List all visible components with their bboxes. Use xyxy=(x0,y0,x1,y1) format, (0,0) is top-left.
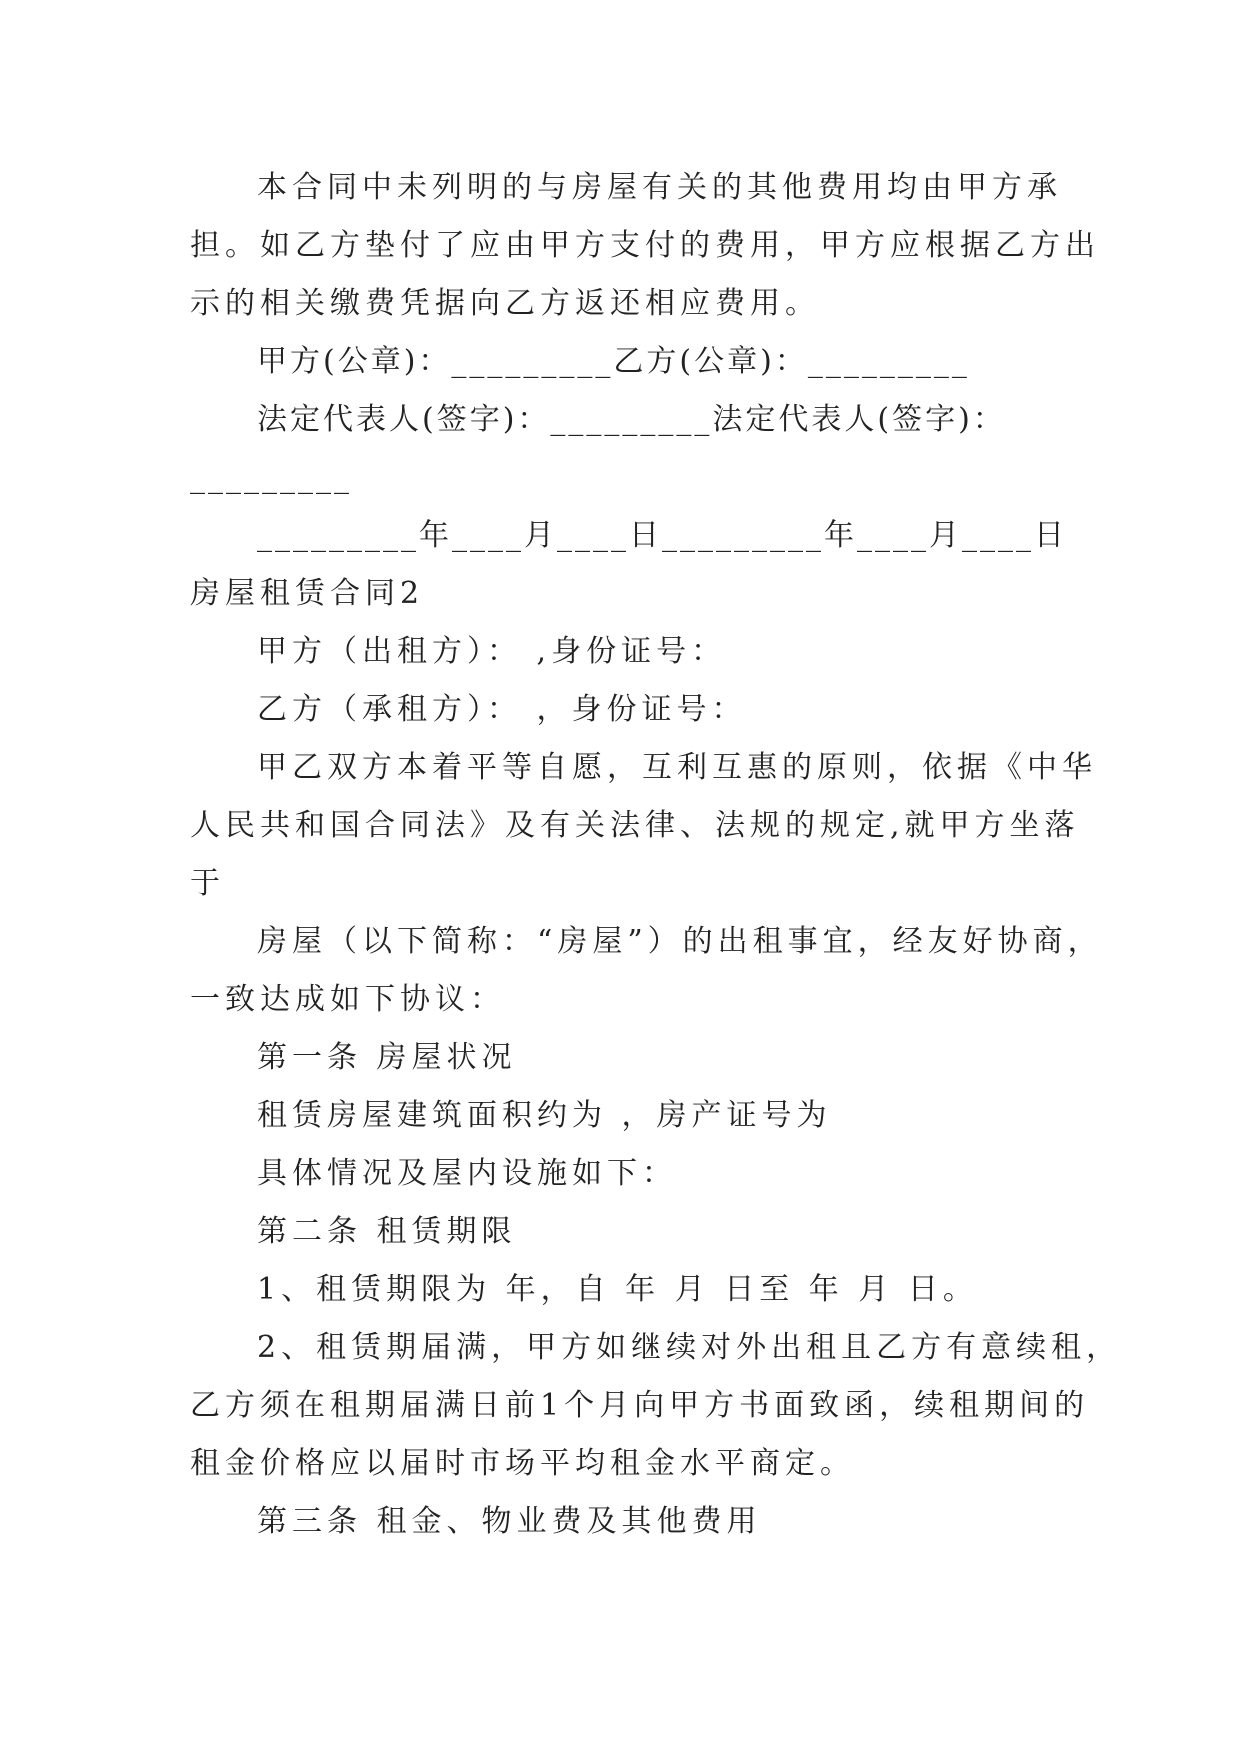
paragraph-line: 于 xyxy=(190,866,225,901)
paragraph-line: 租金价格应以届时市场平均租金水平商定。 xyxy=(190,1446,855,1481)
signature-line-seal: 甲方(公章)：_________乙方(公章)：_________ xyxy=(257,344,970,379)
date-line: _________年____月____日_________年____月____日 xyxy=(257,518,1067,553)
paragraph-line: 甲乙双方本着平等自愿，互利互惠的原则，依据《中华 xyxy=(257,750,1097,785)
paragraph-line: 示的相关缴费凭据向乙方返还相应费用。 xyxy=(190,286,820,321)
paragraph-line: 房屋（以下简称：“房屋”）的出租事宜，经友好协商， xyxy=(257,924,1103,959)
paragraph-line: 人民共和国合同法》及有关法律、法规的规定,就甲方坐落 xyxy=(190,808,1080,843)
paragraph-line: 一致达成如下协议： xyxy=(190,982,505,1017)
paragraph-line: 乙方须在租期届满日前1个月向甲方书面致函，续租期间的 xyxy=(190,1388,1090,1423)
signature-line-representative: 法定代表人(签字)：_________法定代表人(签字)： xyxy=(257,402,1006,437)
party-b-line: 乙方（承租方）： ，身份证号： xyxy=(257,692,747,727)
article-heading: 第一条 房屋状况 xyxy=(257,1040,517,1075)
paragraph-line: 2、租赁期届满，甲方如继续对外出租且乙方有意续租， xyxy=(257,1330,1122,1365)
paragraph-line: 具体情况及屋内设施如下： xyxy=(257,1156,677,1191)
article-heading: 第三条 租金、物业费及其他费用 xyxy=(257,1504,762,1539)
section-title: 房屋租赁合同2 xyxy=(190,576,425,611)
party-a-line: 甲方（出租方）： ,身份证号： xyxy=(257,634,727,669)
paragraph-line: 1、租赁期限为 年，自 年 月 日至 年 月 日。 xyxy=(257,1272,978,1307)
paragraph-line: 担。如乙方垫付了应由甲方支付的费用，甲方应根据乙方出 xyxy=(190,228,1100,263)
article-heading: 第二条 租赁期限 xyxy=(257,1214,517,1249)
signature-blank: _________ xyxy=(190,460,352,495)
paragraph-line: 租赁房屋建筑面积约为 ，房产证号为 xyxy=(257,1098,832,1133)
paragraph-line: 本合同中未列明的与房屋有关的其他费用均由甲方承 xyxy=(257,170,1062,205)
